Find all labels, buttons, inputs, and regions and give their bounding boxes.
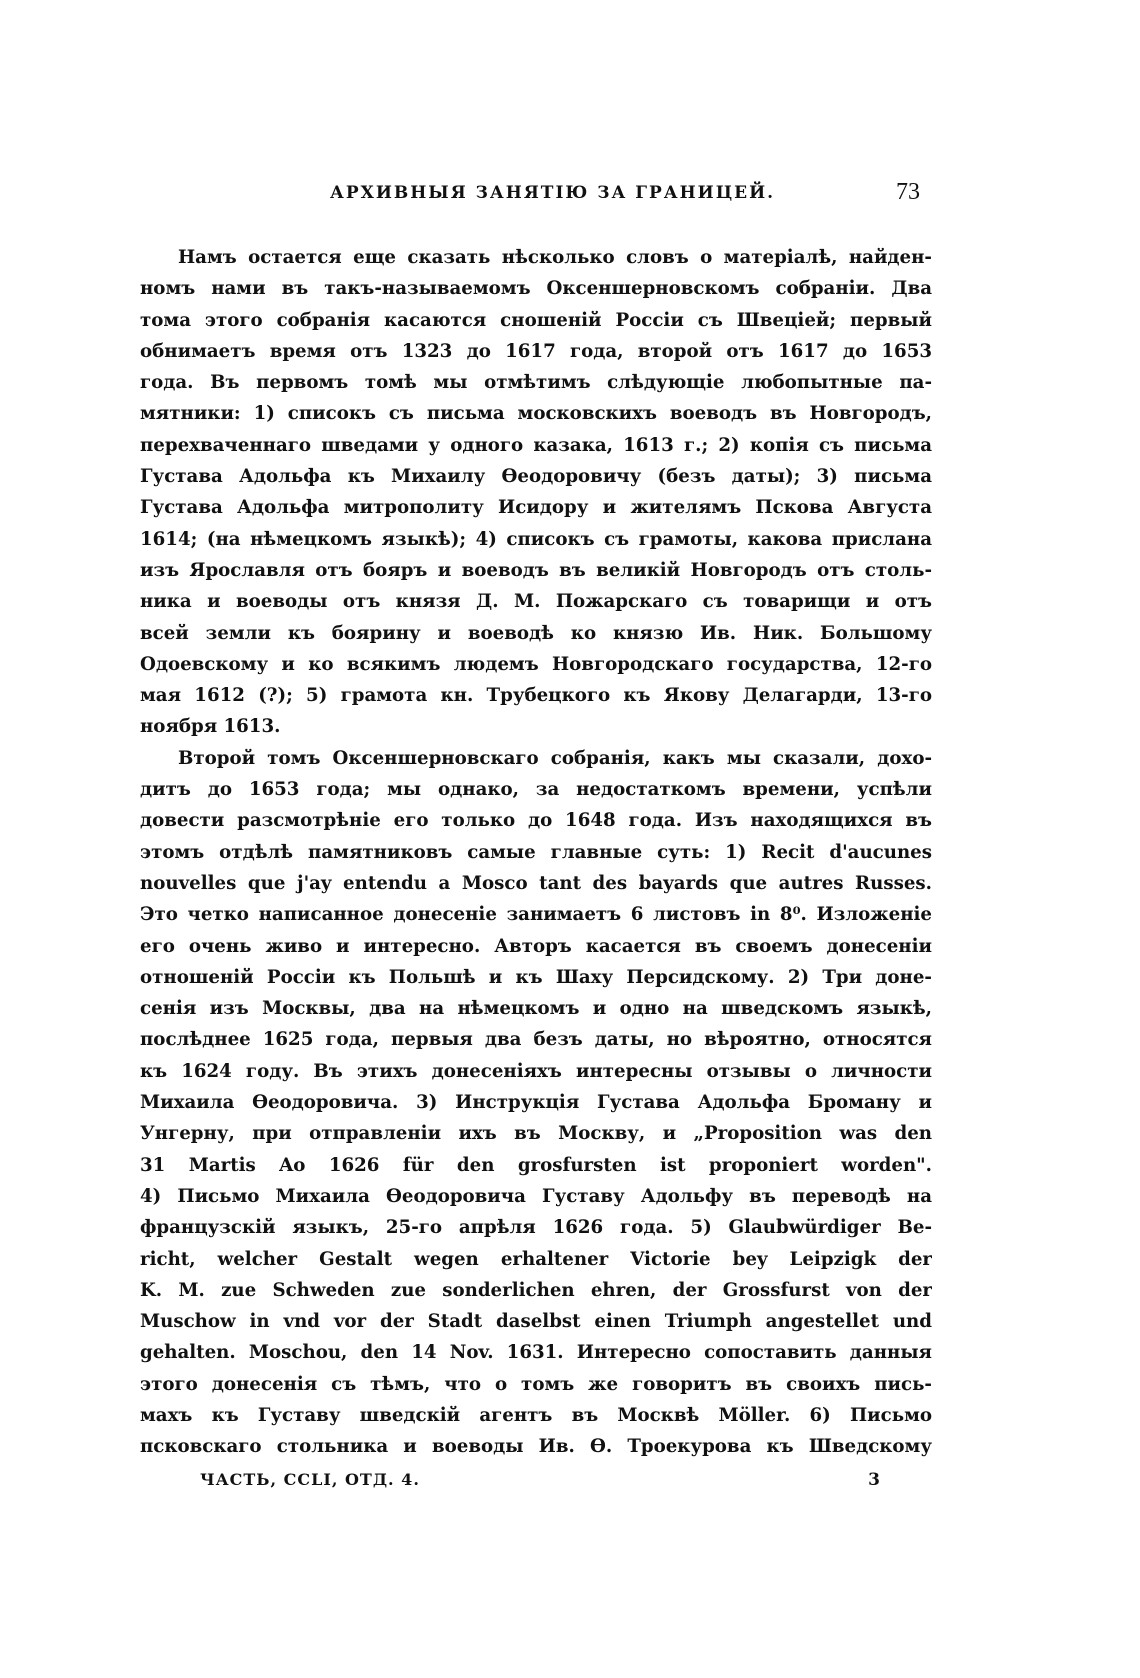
text-line: тома этого собранія касаются сношеній Россіи съ Швеціей; первый xyxy=(140,309,932,331)
text-line: обнимаетъ время отъ 1323 до 1617 года, второй отъ 1617 до 1653 xyxy=(140,340,932,362)
text-line: richt, welcher Gestalt wegen erhaltener Victorie bey Leipzigk der xyxy=(140,1248,932,1270)
text-line: мятники: 1) списокъ съ письма московскихъ воеводъ въ Новгородъ, xyxy=(140,403,932,425)
text-line: Унгерну, при отправленіи ихъ въ Москву, и „Proposition was den xyxy=(140,1123,932,1145)
running-title: АРХИВНЫЯ ЗАНЯТІЮ ЗА ГРАНИЦЕЙ. xyxy=(330,183,776,203)
text-line: Одоевскому и ко всякимъ людемъ Новгородскаго государства, 12-го xyxy=(140,653,932,675)
text-line: ника и воеводы отъ князя Д. М. Пожарскаго съ товарищи и отъ xyxy=(140,591,932,613)
text-line: мая 1612 (?); 5) грамота кн. Трубецкого къ Якову Делагарди, 13-го xyxy=(140,685,932,707)
text-line: махъ къ Густаву шведскій агентъ въ Москвѣ Möller. 6) Письмо xyxy=(140,1404,932,1426)
text-line: ноября 1613. xyxy=(140,716,281,738)
text-line: изъ Ярославля отъ бояръ и воеводъ въ великій Новгородъ отъ столь- xyxy=(140,559,932,581)
text-line: послѣднее 1625 года, первыя два безъ даты, но вѣроятно, относятся xyxy=(140,1029,932,1051)
text-line: псковскаго стольника и воеводы Ив. Ө. Троекурова къ Шведскому xyxy=(140,1436,932,1458)
text-line: перехваченнаго шведами у одного казака, 1613 г.; 2) копія съ письма xyxy=(140,434,932,456)
text-line: Второй томъ Оксеншерновскаго собранія, какъ мы сказали, дохо- xyxy=(178,747,932,769)
page-number: 73 xyxy=(896,179,920,205)
text-line: K. M. zue Schweden zue sonderlichen ehren, der Grossfurst von der xyxy=(140,1279,932,1301)
text-line: Намъ остается еще сказать нѣсколько словъ о матеріалѣ, найден- xyxy=(178,247,932,268)
page-footer xyxy=(200,1470,880,1498)
text-line: сенія изъ Москвы, два на нѣмецкомъ и одно на шведскомъ языкѣ, xyxy=(140,998,932,1020)
text-line: года. Въ первомъ томѣ мы отмѣтимъ слѣдующіе любопытные па- xyxy=(140,372,932,394)
text-line: nouvelles que j'ay entendu a Mosco tant des bayards que autres Russes. xyxy=(140,872,932,894)
text-line: Это четко написанное донесеніе занимаетъ 6 листовъ in 8⁰. Изложеніе xyxy=(140,904,932,926)
text-line: этого донесенія съ тѣмъ, что о томъ же говоритъ въ своихъ пись- xyxy=(140,1373,932,1395)
text-line: gehalten. Moschou, den 14 Nov. 1631. Интересно сопоставить данныя xyxy=(140,1342,932,1364)
text-line: его очень живо и интересно. Авторъ касается въ своемъ донесеніи xyxy=(140,935,932,957)
printer-signature: ЧАСТЬ, CCLI, ОТД. 4. xyxy=(200,1470,420,1489)
text-line: 4) Письмо Михаила Өеодоровича Густаву Адольфу въ переводѣ на xyxy=(140,1185,932,1207)
text-line: Muschow in vnd vor der Stadt daselbst einen Triumph angestellet und xyxy=(140,1311,932,1333)
text-line: Густава Адольфа митрополиту Исидору и жителямъ Пскова Августа xyxy=(140,497,932,519)
text-line: номъ нами въ такъ-называемомъ Оксеншерновскомъ собраніи. Два xyxy=(140,278,932,300)
signature-number: 3 xyxy=(868,1470,880,1490)
text-line: Густава Адольфа къ Михаилу Өеодоровичу (безъ даты); 3) письма xyxy=(140,466,932,488)
text-line: этомъ отдѣлѣ памятниковъ самые главные суть: 1) Recit d'aucunes xyxy=(140,841,932,863)
text-line: Михаила Өеодоровича. 3) Инструкція Густава Адольфа Броману и xyxy=(140,1092,932,1114)
text-line: къ 1624 году. Въ этихъ донесеніяхъ интересны отзывы о личности xyxy=(140,1060,932,1082)
text-line: дитъ до 1653 года; мы однако, за недостаткомъ времени, успѣли xyxy=(140,779,932,801)
text-line: всей земли къ боярину и воеводѣ ко князю Ив. Ник. Большому xyxy=(140,622,932,644)
text-line: французскій языкъ, 25-го апрѣля 1626 года. 5) Glaubwürdiger Be- xyxy=(140,1217,932,1239)
text-line: 1614; (на нѣмецкомъ языкѣ); 4) списокъ съ грамоты, какова прислана xyxy=(140,528,932,550)
running-header xyxy=(140,179,920,213)
text-line: отношеній Россіи къ Польшѣ и къ Шаху Персидскому. 2) Три доне- xyxy=(140,966,932,988)
body-text xyxy=(140,242,932,1463)
text-line: 31 Martis Ao 1626 für den grosfursten ist proponiert worden". xyxy=(140,1154,932,1176)
text-line: довести разсмотрѣніе его только до 1648 года. Изъ находящихся въ xyxy=(140,810,932,832)
